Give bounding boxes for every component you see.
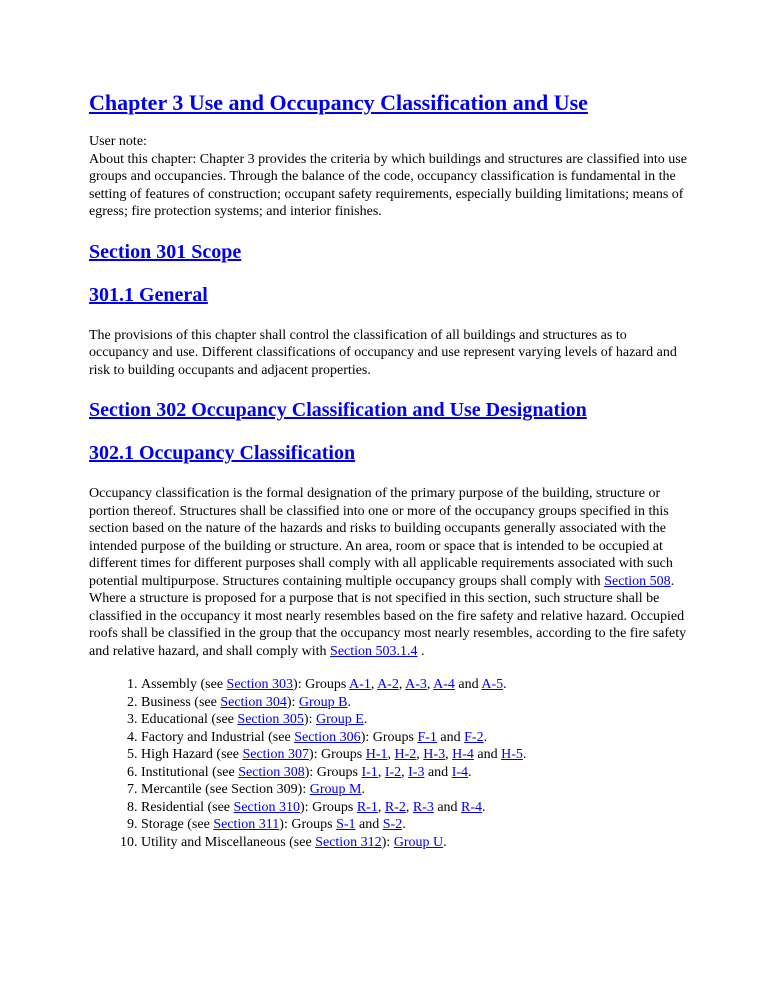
text-run: ): <box>303 712 316 728</box>
occupancy-list-item-residential <box>141 799 689 817</box>
section-301-heading <box>89 241 689 264</box>
link-h-2[interactable]: H-2 <box>394 747 417 763</box>
link-group-e[interactable]: Group E <box>315 712 364 728</box>
link-a-3[interactable]: A-3 <box>405 677 427 693</box>
text-run: , <box>370 677 378 693</box>
section-301-1-heading <box>89 284 689 307</box>
text-run: . <box>363 712 368 728</box>
section-302-heading <box>89 399 689 422</box>
text-run: , <box>405 799 413 815</box>
link-r-4[interactable]: R-4 <box>461 799 483 815</box>
occupancy-list-item-storage <box>141 816 689 834</box>
occupancy-list-item-institutional <box>141 764 689 782</box>
occupancy-list-item-educational <box>141 711 689 729</box>
text-run: ): Groups <box>308 747 366 763</box>
section-302-1-paragraph <box>89 485 689 660</box>
link-a-1[interactable]: A-1 <box>349 677 371 693</box>
text-run: , <box>377 764 385 780</box>
text-run: , <box>445 747 453 763</box>
occupancy-list-item-assembly <box>141 676 689 694</box>
text-run: . Where a structure is proposed for a purpose that is not specified in this section, such structure shall be classified in the occupancy it most nearly resembles based on the fire safety and relative hazard. Occupied roofs shall be classified in the group that the occupancy most nearly resembles, according to the fire safety and relative hazard, and shall comply with <box>89 573 687 659</box>
link-i-2[interactable]: I-2 <box>384 764 402 780</box>
text-run: Utility and Miscellaneous (see <box>141 834 316 850</box>
text-run: . <box>522 747 527 763</box>
occupancy-list-item-business <box>141 694 689 712</box>
link-i-3[interactable]: I-3 <box>408 764 425 780</box>
link-a-4[interactable]: A-4 <box>433 677 455 693</box>
text-run: ): <box>381 834 394 850</box>
link-section-503-1-4[interactable]: Section 503.1.4 <box>330 643 418 659</box>
link-r-2[interactable]: R-2 <box>384 799 406 815</box>
link-h-5[interactable]: H-5 <box>501 747 523 763</box>
link-section-508[interactable]: Section 508 <box>604 573 671 589</box>
text-run: and <box>473 747 502 763</box>
occupancy-list-item-factory-industrial <box>141 729 689 747</box>
text-run: . <box>503 677 507 693</box>
link-s-1[interactable]: S-1 <box>336 817 356 833</box>
text-run: Residential (see <box>141 799 234 815</box>
text-run: Occupancy classification is the formal designation of the primary purpose of the building, structure or portion thereof. Structures shall be classified into one or more of the occupancy groups specified in this section based on the nature of the hazards and risks to building occupants generally associated with the intended purpose of the building or structure. An area, room or space that is intended to be occupied at different times for different purposes shall comply with all applicable requirements associated with such potential multipurpose. Structures containing multiple occupancy groups shall comply with <box>89 486 673 589</box>
text-run: and <box>454 677 482 693</box>
occupancy-list-item-utility-miscellaneous <box>141 834 689 852</box>
text-run: . <box>347 694 352 710</box>
occupancy-list-item-high-hazard <box>141 746 689 764</box>
link-h-4[interactable]: H-4 <box>452 747 474 763</box>
link-f-2[interactable]: F-2 <box>464 729 484 745</box>
section-302-1-heading-link[interactable]: 302.1 Occupancy Classification <box>89 442 356 465</box>
text-run: . <box>468 764 472 780</box>
text-run: . <box>417 643 425 659</box>
text-run: , <box>398 677 406 693</box>
section-301-1-paragraph: The provisions of this chapter shall control the classification of all buildings and structures as to occupancy and use. Different classifications of occupancy and use represent varying levels of hazard and risk to building occupants and adjacent properties. <box>89 327 677 378</box>
text-run: Business (see <box>141 694 221 710</box>
link-s-2[interactable]: S-2 <box>382 817 403 833</box>
link-i-4[interactable]: I-4 <box>451 764 469 780</box>
chapter-heading <box>89 90 689 115</box>
section-302-1-heading <box>89 442 689 465</box>
link-i-1[interactable]: I-1 <box>361 764 378 780</box>
link-h-3[interactable]: H-3 <box>423 747 446 763</box>
text-run: and <box>424 764 452 780</box>
section-301-1-heading-link[interactable]: 301.1 General <box>89 283 208 306</box>
text-run: ): Groups <box>279 817 337 833</box>
text-run: ): Groups <box>360 729 418 745</box>
text-run: Institutional (see <box>141 764 239 780</box>
link-r-3[interactable]: R-3 <box>412 799 434 815</box>
link-a-2[interactable]: A-2 <box>377 677 399 693</box>
text-run: , <box>377 799 385 815</box>
link-section-304[interactable]: Section 304 <box>220 694 287 710</box>
document-page <box>89 0 689 851</box>
text-run: , <box>416 747 424 763</box>
text-run: ): Groups <box>300 799 357 815</box>
text-run: Factory and Industrial (see <box>141 729 295 745</box>
occupancy-list <box>89 676 689 851</box>
user-note-body: About this chapter: Chapter 3 provides the criteria by which buildings and structures are classified into use groups and occupancies. Through the balance of the code, occupancy classification is fundamental in the setting of features of construction; occupant safety requirements, especially building limitations; means of egress; fire protection systems; and interior finishes. <box>89 151 687 220</box>
text-run: and <box>355 817 383 833</box>
text-run: and <box>433 799 462 815</box>
text-run: ): Groups <box>304 764 362 780</box>
text-run: . <box>443 834 447 850</box>
link-section-312[interactable]: Section 312 <box>315 834 382 850</box>
section-301-heading-link[interactable]: Section 301 Scope <box>89 240 242 263</box>
text-run: , <box>401 764 409 780</box>
link-r-1[interactable]: R-1 <box>356 799 378 815</box>
link-a-5[interactable]: A-5 <box>481 677 504 693</box>
text-run: Assembly (see <box>141 677 227 693</box>
text-run: Storage (see <box>141 817 214 833</box>
occupancy-list-item-mercantile <box>141 781 689 799</box>
link-section-307[interactable]: Section 307 <box>242 747 309 763</box>
text-run: . <box>361 782 365 798</box>
link-section-310[interactable]: Section 310 <box>233 799 301 815</box>
user-note-label: User note: <box>89 134 147 150</box>
text-run: Educational (see <box>141 712 238 728</box>
link-group-u[interactable]: Group U <box>393 834 444 850</box>
link-f-1[interactable]: F-1 <box>417 729 437 745</box>
text-run: High Hazard (see <box>141 747 243 763</box>
text-run: ): <box>286 694 299 710</box>
link-section-308[interactable]: Section 308 <box>238 764 305 780</box>
text-run: ): Groups <box>293 677 350 693</box>
link-section-306[interactable]: Section 306 <box>294 729 361 745</box>
section-302-heading-link[interactable]: Section 302 Occupancy Classification and Use Designation <box>89 399 587 422</box>
link-h-1[interactable]: H-1 <box>365 747 388 763</box>
link-group-b[interactable]: Group B <box>298 694 348 710</box>
link-section-303[interactable]: Section 303 <box>226 677 294 693</box>
text-run: . <box>483 729 488 745</box>
link-group-m[interactable]: Group M <box>309 782 362 798</box>
text-run: . <box>402 817 406 833</box>
user-note <box>89 133 689 221</box>
text-run: , <box>426 677 434 693</box>
text-run: . <box>482 799 486 815</box>
text-run: and <box>436 729 465 745</box>
text-run: , <box>387 747 395 763</box>
link-section-311[interactable]: Section 311 <box>213 817 280 833</box>
link-section-305[interactable]: Section 305 <box>237 712 304 728</box>
chapter-heading-link[interactable]: Chapter 3 Use and Occupancy Classification and Use <box>89 90 588 115</box>
text-run: Mercantile (see Section 309): <box>141 782 310 798</box>
